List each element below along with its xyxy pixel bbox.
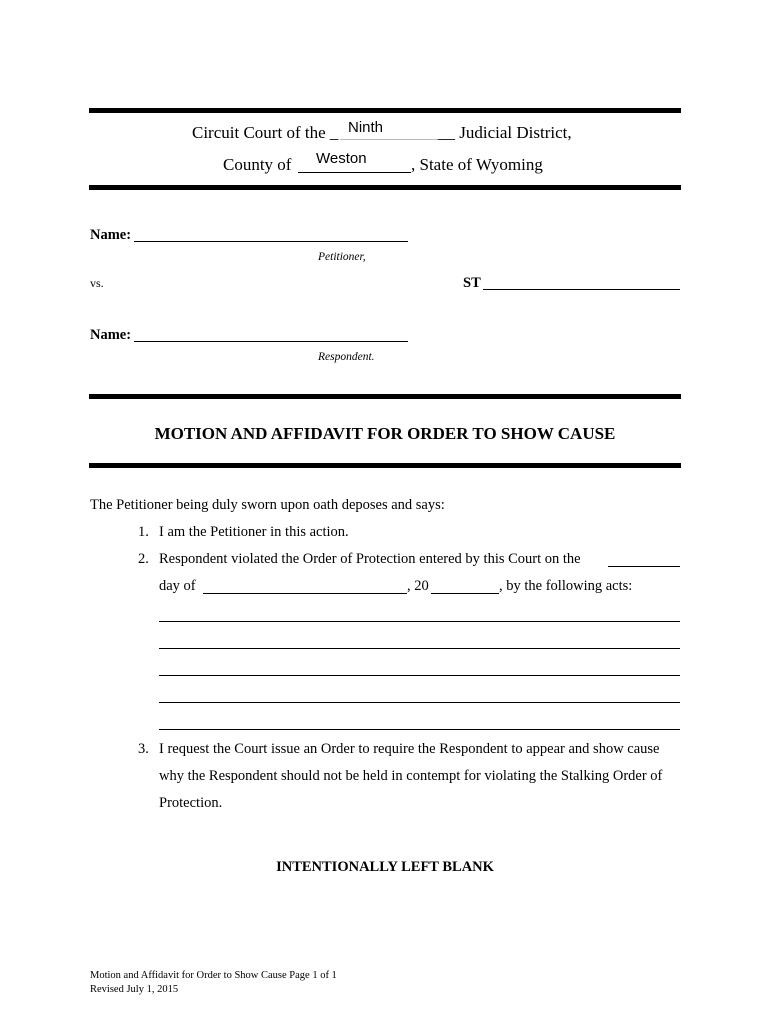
header-top-rule: [89, 108, 681, 113]
county-suffix: , State of Wyoming: [411, 155, 543, 174]
header-bottom-rule: [89, 185, 681, 190]
district-field[interactable]: Ninth: [348, 119, 384, 136]
item3-text-line2: why the Respondent should not be held in contempt for violating the Stalking Order of: [159, 768, 663, 784]
title-bottom-rule: [89, 463, 681, 468]
order-day-field[interactable]: [608, 566, 680, 567]
case-number-label: ST: [463, 275, 481, 291]
acts-line-3[interactable]: [159, 675, 680, 676]
intentionally-left-blank: INTENTIONALLY LEFT BLANK: [276, 859, 494, 875]
item1-text: I am the Petitioner in this action.: [159, 524, 349, 540]
versus-label: vs.: [90, 276, 104, 290]
respondent-name-label: Name:: [90, 327, 132, 343]
item3-text-line3: Protection.: [159, 795, 223, 811]
court-prefix: Circuit Court of the _: [192, 123, 339, 142]
court-suffix: __ Judicial District,: [438, 123, 572, 142]
district-underline: [340, 139, 438, 140]
county-underline: [298, 172, 411, 173]
item1-number: 1.: [138, 524, 149, 540]
footer-revision: Revised July 1, 2015: [90, 984, 179, 995]
acts-line-4[interactable]: [159, 702, 680, 703]
petitioner-role: Petitioner,: [318, 251, 366, 263]
acts-line-5[interactable]: [159, 729, 680, 730]
petitioner-name-field[interactable]: [134, 241, 408, 242]
item3-text-line1: I request the Court issue an Order to require the Respondent to appear and show cause: [159, 741, 660, 757]
item2-tail: , by the following acts:: [499, 578, 633, 594]
item2-text: Respondent violated the Order of Protection entered by this Court on the: [159, 551, 581, 567]
item2-day-label: day of: [159, 578, 196, 594]
item2-number: 2.: [138, 551, 149, 567]
order-year-field[interactable]: [431, 593, 499, 594]
respondent-role: Respondent.: [318, 351, 375, 363]
petitioner-name-label: Name:: [90, 227, 132, 243]
document-title: MOTION AND AFFIDAVIT FOR ORDER TO SHOW CAUSE: [154, 424, 616, 443]
acts-line-1[interactable]: [159, 621, 680, 622]
case-number-field[interactable]: [483, 289, 680, 290]
respondent-name-field[interactable]: [134, 341, 408, 342]
item3-number: 3.: [138, 741, 149, 757]
item2-year-label: , 20: [407, 578, 429, 594]
title-top-rule: [89, 394, 681, 399]
order-month-field[interactable]: [203, 593, 407, 594]
intro-text: The Petitioner being duly sworn upon oath deposes and says:: [90, 497, 445, 513]
county-field[interactable]: Weston: [316, 150, 367, 167]
acts-line-2[interactable]: [159, 648, 680, 649]
county-prefix: County of: [223, 155, 292, 174]
footer-title: Motion and Affidavit for Order to Show Cause Page 1 of 1: [90, 970, 337, 981]
